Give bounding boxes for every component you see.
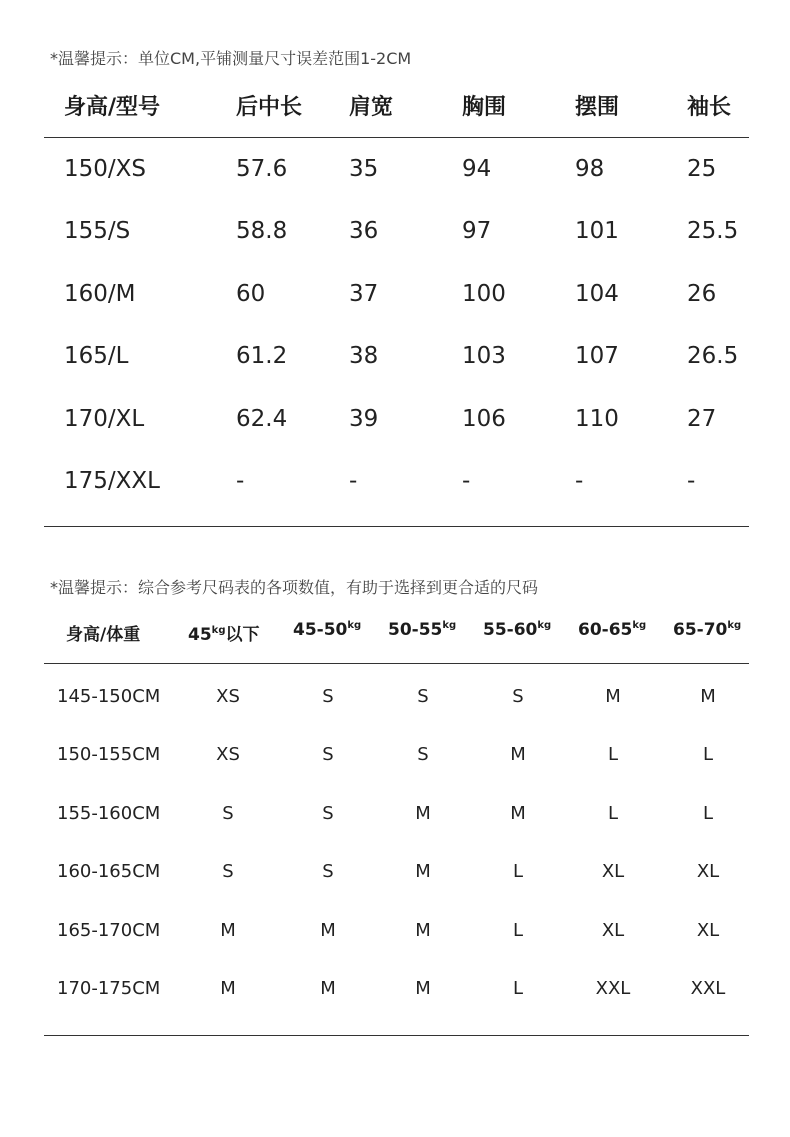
fit-table-header-cell — [293, 620, 361, 640]
size-table-cell: 160/M — [64, 281, 136, 307]
size-table-cell: 35 — [349, 156, 379, 182]
fit-table-size-cell: XL — [696, 920, 720, 941]
size-table-cell: 107 — [575, 343, 619, 369]
fit-table-size-cell: L — [512, 861, 524, 882]
fit-table-size-cell: M — [320, 920, 336, 941]
size-table-cell: 165/L — [64, 343, 129, 369]
size-table-cell: - — [687, 468, 696, 494]
fit-table-header-label: 65-70 — [673, 620, 728, 640]
size-table-header-cell: 后中长 — [236, 95, 303, 120]
size-table-note: *温馨提示：单位CM,平铺测量尺寸误差范围1-2CM — [50, 49, 412, 68]
fit-table-size-cell: XXL — [690, 978, 726, 999]
fit-table-size-cell: S — [322, 803, 334, 824]
fit-table-height-cell: 150-155CM — [57, 744, 161, 765]
fit-table-header-unit: kg — [727, 620, 742, 631]
size-table-cell: 61.2 — [236, 343, 288, 369]
size-table-cell: - — [575, 468, 584, 494]
fit-table-header-label: 55-60 — [483, 620, 538, 640]
fit-table-header-suffix: 以下 — [225, 625, 260, 645]
fit-table-size-cell: XL — [601, 920, 625, 941]
fit-table-size-cell: M — [510, 744, 526, 765]
fit-table-size-cell: L — [512, 978, 524, 999]
size-table-header-cell: 袖长 — [687, 95, 732, 120]
size-table-header-cell: 胸围 — [462, 95, 507, 120]
fit-table-header-cell — [66, 620, 140, 645]
fit-table-size-cell: M — [700, 686, 716, 707]
size-table-header-cell: 肩宽 — [349, 95, 394, 120]
size-table-cell: 60 — [236, 281, 266, 307]
fit-table-size-cell: L — [512, 920, 524, 941]
fit-table-size-cell: M — [415, 803, 431, 824]
size-table-cell: 58.8 — [236, 218, 288, 244]
fit-table-height-cell: 170-175CM — [57, 978, 161, 999]
fit-table-header-cell — [578, 620, 646, 640]
size-table-cell: - — [236, 468, 245, 494]
fit-table-header-label: 身高/体重 — [66, 625, 141, 645]
size-table-cell: 94 — [462, 156, 492, 182]
fit-table-header-divider — [44, 663, 749, 664]
size-table-cell: 27 — [687, 406, 717, 432]
size-table-cell: 98 — [575, 156, 605, 182]
fit-table-size-cell: S — [322, 861, 334, 882]
fit-table-header-unit: kg — [347, 620, 362, 631]
fit-table-size-cell: L — [702, 744, 714, 765]
fit-table-header-cell — [388, 620, 456, 640]
size-table-cell: 110 — [575, 406, 619, 432]
size-table-cell: 38 — [349, 343, 379, 369]
fit-table-size-cell: M — [510, 803, 526, 824]
fit-table-size-cell: S — [322, 686, 334, 707]
fit-table-header-unit: kg — [632, 620, 647, 631]
fit-table-header-cell — [673, 620, 741, 640]
fit-table-size-cell: S — [417, 744, 429, 765]
size-table-cell: 104 — [575, 281, 619, 307]
size-table-cell: 155/S — [64, 218, 131, 244]
size-table-cell: 101 — [575, 218, 619, 244]
fit-table-size-cell: S — [222, 861, 234, 882]
fit-table-note: *温馨提示：综合参考尺码表的各项数值，有助于选择到更合适的尺码 — [50, 578, 539, 597]
fit-table-header-label: 60-65 — [578, 620, 633, 640]
fit-table-size-cell: L — [702, 803, 714, 824]
fit-table-size-cell: S — [322, 744, 334, 765]
fit-table-size-cell: M — [220, 978, 236, 999]
fit-table-size-cell: L — [607, 803, 619, 824]
size-table-cell: 103 — [462, 343, 506, 369]
size-table-cell: 106 — [462, 406, 506, 432]
fit-table-size-cell: XXL — [595, 978, 631, 999]
size-table-cell: 39 — [349, 406, 379, 432]
fit-table-bottom-divider — [44, 1035, 749, 1036]
fit-table-size-cell: XL — [696, 861, 720, 882]
size-table-cell: 150/XS — [64, 156, 147, 182]
fit-table-size-cell: S — [417, 686, 429, 707]
size-table-cell: 37 — [349, 281, 379, 307]
fit-table-header-unit: kg — [442, 620, 457, 631]
fit-table-height-cell: 155-160CM — [57, 803, 161, 824]
fit-table-size-cell: M — [320, 978, 336, 999]
size-table-header-cell: 摆围 — [575, 95, 620, 120]
fit-table-size-cell: S — [512, 686, 524, 707]
size-table-cell: 97 — [462, 218, 492, 244]
size-table-cell: 170/XL — [64, 406, 145, 432]
fit-table-size-cell: M — [415, 920, 431, 941]
fit-table-size-cell: XS — [216, 686, 240, 707]
fit-table-header-cell — [188, 620, 259, 645]
fit-table-size-cell: S — [222, 803, 234, 824]
size-table-cell: 175/XXL — [64, 468, 160, 494]
size-table-cell: 57.6 — [236, 156, 288, 182]
size-table-cell: 36 — [349, 218, 379, 244]
size-table-cell: - — [349, 468, 358, 494]
size-table-cell: 100 — [462, 281, 506, 307]
fit-table-size-cell: M — [415, 861, 431, 882]
fit-table-header-label: 50-55 — [388, 620, 443, 640]
size-table-cell: 62.4 — [236, 406, 288, 432]
fit-table-size-cell: M — [415, 978, 431, 999]
size-table-cell: 26 — [687, 281, 717, 307]
size-table-header-cell: 身高/型号 — [64, 95, 161, 120]
fit-table-height-cell: 145-150CM — [57, 686, 161, 707]
fit-table-header-label: 45-50 — [293, 620, 348, 640]
fit-table-header-unit: kg — [211, 625, 226, 636]
fit-table-header-cell — [483, 620, 551, 640]
fit-table-header-unit: kg — [537, 620, 552, 631]
size-table-cell: 26.5 — [687, 343, 739, 369]
fit-table-size-cell: M — [605, 686, 621, 707]
fit-table-size-cell: XS — [216, 744, 240, 765]
fit-table-height-cell: 165-170CM — [57, 920, 161, 941]
fit-table-header-label: 45 — [188, 625, 212, 645]
size-table-bottom-divider — [44, 526, 749, 527]
fit-table-size-cell: M — [220, 920, 236, 941]
fit-table-size-cell: L — [607, 744, 619, 765]
fit-table-height-cell: 160-165CM — [57, 861, 161, 882]
size-table-cell: 25.5 — [687, 218, 739, 244]
size-table-cell: 25 — [687, 156, 717, 182]
fit-table-size-cell: XL — [601, 861, 625, 882]
size-table-header-divider — [44, 137, 749, 138]
size-table-cell: - — [462, 468, 471, 494]
